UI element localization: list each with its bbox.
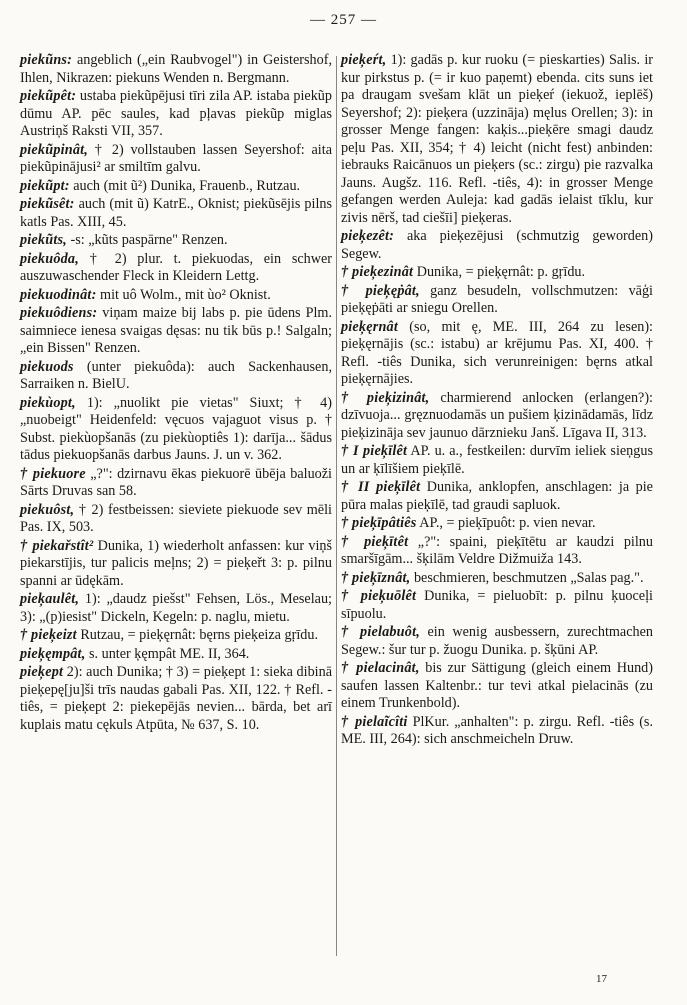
headword: piekũts, (20, 232, 67, 248)
entry-text: ganz besudeln, vollschmutzen: vāģi pieķęṗāti ar sniegu Orellen. (341, 282, 653, 316)
headword: † pieķuōlêt (341, 588, 417, 604)
headword: † pieķīpâtiês (341, 515, 417, 531)
entry-text: mit uô Wolm., mit ùo² Oknist. (96, 286, 271, 303)
dictionary-entry (341, 319, 653, 389)
dictionary-entry (341, 570, 653, 588)
right-column (341, 52, 653, 750)
entry-text: † 2) vollstauben lassen Seyershof: aita piekũpinājusi² ar smiltīm galvu. (20, 141, 332, 175)
entry-text: s. unter ķęmpât ME. II, 364. (85, 645, 250, 662)
headword: piekũns: (20, 52, 73, 68)
headword: piekuôda, (20, 250, 79, 267)
headword: † pieķeizt (20, 627, 77, 643)
headword: pieķęmpât, (20, 645, 86, 662)
entry-text: -s: „kũts paspārne" Renzen. (66, 232, 228, 248)
dictionary-entry (20, 359, 332, 394)
entry-text: bis zur Sättigung (gleich einem Hund) saufen lassen Kaltenbr.: tur tevi atkal pielacinās (zu einem Trunkenbold). (341, 660, 653, 711)
entry-text: Dunika, = pieķęrnât: p. gŗīdu. (413, 264, 586, 280)
entry-text: (unter piekuôda): auch Sackenhausen, Sarraiken n. BielU. (20, 358, 332, 392)
entry-text: „?": spaini, pieķītētu ar kaudzi pilnu smaršīgām... šķilām Veldre Dižmuiža 143. (341, 533, 653, 567)
dictionary-entry (20, 627, 332, 645)
dictionary-entry (20, 395, 332, 465)
entry-text: † 2) plur. t. piekuodas, ein schwer auszuwaschender Fleck in Kleidern Lettg. (20, 250, 332, 284)
headword: piekùopt, (20, 394, 76, 411)
left-column (20, 52, 332, 735)
entry-text: 1): „nuolikt pie vietas" Siuxt; † 4) „nuobeigt" Heidenfeld: vęcuos vajaguot visus p. † Subst. piekùopšanās (zu piekùoptiês 1): darīja... šādus tādus piekuopšanās darbus Jauns. J. un v. 362. (20, 394, 332, 463)
column-divider (336, 56, 337, 956)
dictionary-entry (20, 251, 332, 286)
entry-text: PlKur. „anhalten": p. zirgu. Refl. -tiês (s. ME. III, 264): sich anschmeicheln Druw. (341, 713, 653, 747)
dictionary-entry (341, 534, 653, 569)
headword: † pieķītêt (341, 533, 409, 550)
entry-text: ein wenig ausbessern, zurechtmachen Segew.: šur tur p. žuogu Dunika. p. šķūni AP. (341, 624, 653, 658)
entry-text: AP. u. a., festkeilen: durvīm ieliek sieņgus un ar ķīlīšiem pieķīlē. (341, 443, 653, 477)
entry-text: 1): „daudz piešst" Fehsen, Lös., Meselau; 3): „(p)iesist" Dickeln, Kegeln: p. naglu, mietu. (20, 591, 332, 625)
entry-text: angeblich („ein Raubvogel") in Geistershof, Ihlen, Nikrazen: piekuns Wenden n. Bergmann. (20, 52, 332, 86)
dictionary-entry (20, 646, 332, 664)
entry-text: 1): gadās p. kur ruoku (= pieskarties) Salis. ir kur pirkstus p. (= ir kuo paņemt) ebenda. cits suns iet pa draugam svešam klāt un pieķeŕ (iekuož, ieplēš) Seyershof; 2): pieķera (uzzināja) męlus Orellen; 3): in grosser Menge fangen: kaķis...pieķēre smagi daudz peļu Pas. XII, 354; † 4) leicht (nicht fest) anbinden: iebrauks Raicānuos un pieķers (sc.: zirgu) pie razvalka Jauns. Augšz. 116. Refl. -tiês, 4): in grosser Menge gefangen werden Auleja: kad gadās ielaist tīklu, kur zivis nērš, tad ciešīi] pieķeras. (341, 52, 653, 226)
dictionary-entry (20, 502, 332, 537)
dictionary-entry (341, 515, 653, 533)
dictionary-entry (341, 228, 653, 263)
entry-text: auch (mit ũ) KatrE., Oknist; piekũsējis pilns katls Pas. XIII, 45. (20, 196, 332, 230)
headword: piekuôdiens: (20, 305, 98, 321)
dictionary-entry (341, 714, 653, 749)
headword: piekuôst, (20, 501, 75, 518)
dictionary-entry (341, 624, 653, 659)
dictionary-entry (20, 305, 332, 358)
headword: pieķezêt: (341, 228, 395, 244)
dictionary-entry (20, 52, 332, 87)
entry-text: Rutzau, = pieķęrnât: bęrns pieķeiza gŗīdu. (76, 627, 319, 643)
headword: † piekařstît² (20, 537, 94, 554)
headword: piekuods (20, 358, 74, 375)
dictionary-entry (20, 178, 332, 196)
dictionary-entry (341, 390, 653, 443)
headword: piekũpt: (20, 177, 70, 194)
entry-text: (so, mit ę, ME. III, 264 zu lesen): pieķęrnājis (sc.: istabu) ar krējumu Pas. XI, 400. † Refl. -tiês Dunika, sich verunreinigen: bęrns atkal pieķęrnājies. (341, 318, 653, 387)
signature-number: 17 (596, 973, 607, 985)
dictionary-entry (20, 664, 332, 734)
headword: † pielaĩcîti (341, 713, 408, 730)
entry-text: viņam maize bij labs p. pie ūdens Plm. saimniece ienesa svaigas dęsas: nu tik būs p.! Salgaln; „ein Bissen" Renzen. (20, 305, 332, 356)
dictionary-entry (20, 196, 332, 231)
dictionary-entry (20, 538, 332, 591)
entry-text: Dunika, anklopfen, anschlagen: ja pie pūra malas pieķīlē, tad graudi sapluok. (341, 479, 653, 513)
headword: † pieķezinât (341, 264, 414, 280)
dictionary-entry (341, 52, 653, 227)
headword: † pieķīznât, (341, 569, 411, 586)
entry-text: Dunika, 1) wiederholt anfassen: kur viņš piekarstījis, tur palicis meļns; 2) = pieķeřt 3: p. pilnu spanni ar ūdękām. (20, 537, 332, 589)
headword: † I pieķīlêt (341, 443, 408, 459)
headword: pieķaulêt, (20, 591, 80, 607)
dictionary-entry (341, 443, 653, 478)
headword: † II pieķīlêt (341, 479, 421, 495)
headword: pieķęrnât (341, 318, 398, 335)
entry-text: ustaba piekũpējusi tīri zila AP. istaba piekũp dūmu AP. pēc saules, kad pļavas piekũp miglas Austriņš Raksti VII, 357. (20, 88, 332, 139)
entry-text: Dunika, = pieluobīt: p. pilnu ķuoceļi sīpuolu. (341, 588, 653, 622)
entry-text: auch (mit ũ²) Dunika, Frauenb., Rutzau. (69, 177, 301, 194)
entry-text: „?": dzirnavu ēkas piekuorē ūbēja baluoži Sārts Druvas san 58. (20, 465, 332, 499)
entry-text: beschmieren, beschmutzen „Salas pag.". (410, 569, 644, 586)
dictionary-entry (20, 287, 332, 305)
headword: † pielabuôt, (341, 624, 420, 640)
dictionary-entry (341, 283, 653, 318)
entry-text: AP., = pieķīpuôt: p. vien nevar. (416, 515, 596, 531)
headword: pieķept (20, 664, 64, 680)
entry-text: 2): auch Dunika; † 3) = pieķept 1: sieka dibinā pieķepę[ju]ši trīs naudas gabali Pas. XII, 122. † Refl. -tiês, = pieķept 2: piekepējās nevien... bārda, bet arī kuplais matu cękuls Atpūta, № 637, S. 10. (20, 664, 332, 733)
headword: † piekuore (20, 465, 86, 482)
dictionary-entry (20, 142, 332, 177)
headword: piekũsêt: (20, 196, 75, 212)
dictionary-entry (20, 466, 332, 501)
entry-text: † 2) festbeissen: sieviete piekuode sev mēli Pas. IX, 503. (20, 501, 332, 535)
dictionary-entry (341, 588, 653, 623)
page-number: — 257 — (310, 12, 377, 28)
dictionary-entry (341, 660, 653, 713)
headword: † pieķęṗât, (341, 282, 420, 299)
dictionary-entry (341, 264, 653, 282)
headword: † pieķizinât, (341, 389, 430, 406)
headword: pieķeŕt, (341, 52, 387, 68)
headword: piekũpinât, (20, 141, 89, 158)
entry-text: aka pieķezējusi (schmutzig geworden) Segew. (341, 228, 653, 262)
headword: piekuodinât: (20, 286, 97, 303)
dictionary-entry (20, 232, 332, 250)
entry-text: charmierend anlocken (erlangen?): dzīvuoja... gręznuodamās un pušiem ķizinādamās, līdz pieķizināja sev jaunuo dārznieku Janš. Līgava II, 313. (341, 389, 653, 441)
headword: † pielacinât, (341, 660, 420, 676)
dictionary-entry (341, 479, 653, 514)
dictionary-entry (20, 88, 332, 141)
dictionary-entry (20, 591, 332, 626)
headword: piekũpêt: (20, 88, 77, 104)
